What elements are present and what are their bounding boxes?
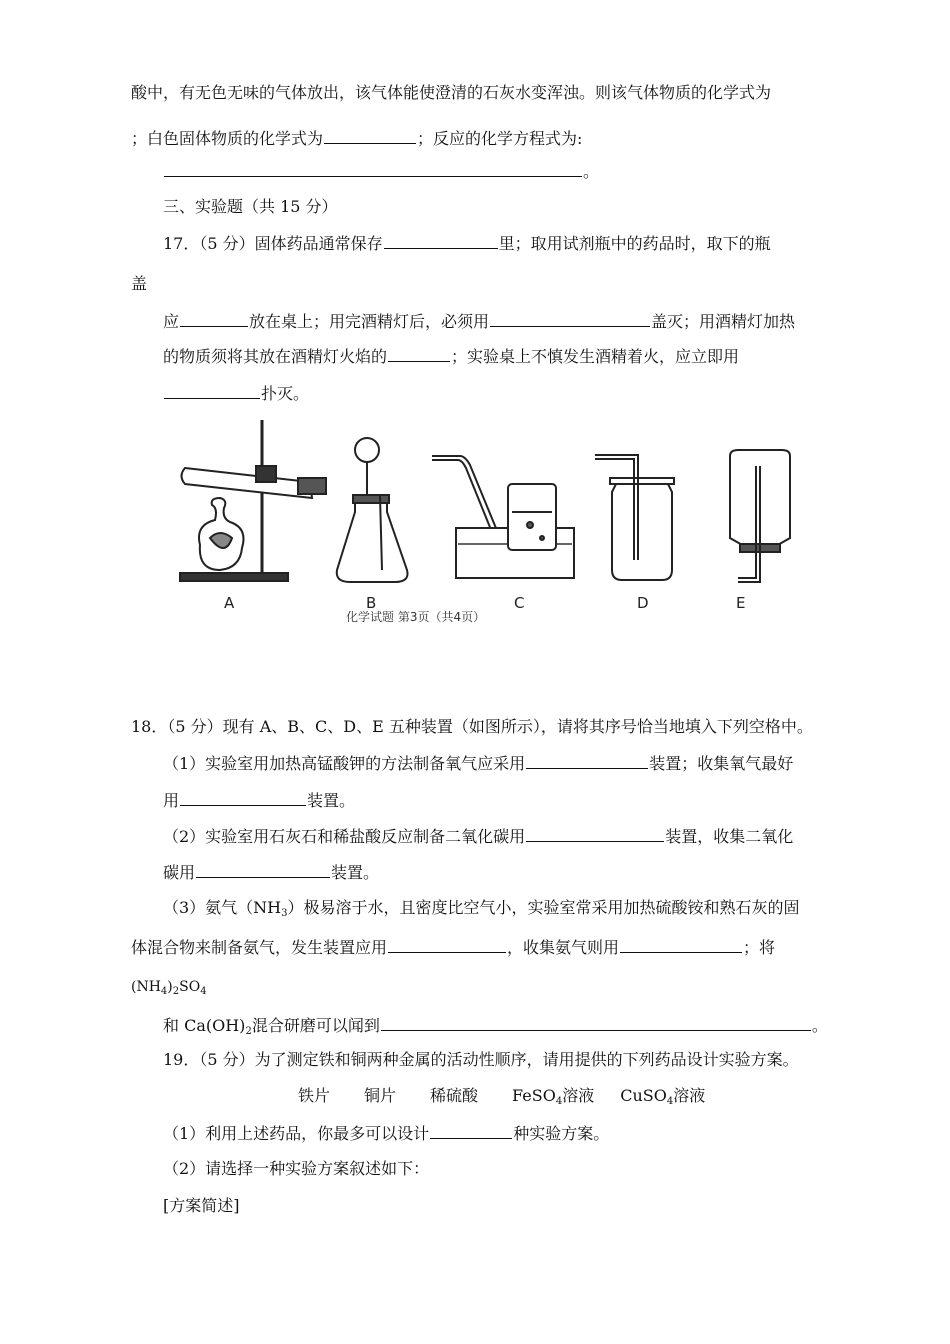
answer-blank[interactable] xyxy=(430,1122,512,1139)
apparatus-figure xyxy=(170,420,810,625)
label-d: D xyxy=(637,594,649,612)
label-e: E xyxy=(736,594,746,612)
answer-blank[interactable] xyxy=(180,789,306,806)
text-line: 。 xyxy=(163,160,599,183)
answer-blank[interactable] xyxy=(381,1014,811,1031)
answer-blank[interactable] xyxy=(526,752,648,769)
answer-blank[interactable] xyxy=(384,232,498,249)
text-line: ；白色固体物质的化学式为 ；反应的化学方程式为: xyxy=(131,129,583,148)
section-title: 三、实验题（共 15 分） xyxy=(163,197,338,216)
answer-blank[interactable] xyxy=(526,825,664,842)
answer-blank[interactable] xyxy=(490,310,650,327)
answer-blank[interactable] xyxy=(164,382,260,399)
answer-blank[interactable] xyxy=(620,936,742,953)
text-line: 应 放在桌上；用完酒精灯后，必须用 盖灭；用酒精灯加热 xyxy=(163,312,796,331)
reagent-list: 铁片 铜片 稀硫酸 FeSO$_4$溶液 CuSO$_4$溶液 xyxy=(298,1086,706,1107)
text-line: 盖 xyxy=(131,274,148,293)
text-line: 体混合物来制备氨气，发生装置应用 ，收集氨气则用 ；将 xyxy=(131,938,776,957)
text-line: （2）请选择一种实验方案叙述如下： xyxy=(163,1159,430,1178)
text-line: 酸中，有无色无味的气体放出，该气体能使澄清的石灰水变浑浊。则该气体物质的化学式为 xyxy=(131,83,772,102)
label-b: B xyxy=(366,594,377,612)
apparatus-a xyxy=(180,420,326,581)
text-line: [方案简述] xyxy=(163,1196,240,1215)
apparatus-b xyxy=(337,438,408,582)
question-18: 18．（5 分）现有 A、B、C、D、E 五种装置（如图所示），请将其序号恰当地填入下列空格中。 xyxy=(131,717,813,736)
text-line: 和 $Ca(OH)_2$混合研磨可以闻到 。 xyxy=(163,1016,828,1037)
answer-blank[interactable] xyxy=(180,310,248,327)
page-footer-text: 化学试题 第3页（共4页） xyxy=(346,610,486,624)
answer-blank[interactable] xyxy=(388,345,450,362)
text-line: $(NH_4)_2SO_4$ xyxy=(131,979,207,997)
apparatus-c xyxy=(432,456,574,578)
text-line: （1）实验室用加热高锰酸钾的方法制备氧气应采用 装置；收集氧气最好 xyxy=(163,754,794,773)
apparatus-d xyxy=(595,455,674,580)
text-line: （3）氨气$(NH_3)$极易溶于水，且密度比空气小，实验室常采用加热硫酸铵和熟石灰的固 xyxy=(163,898,800,919)
answer-blank[interactable] xyxy=(388,936,506,953)
label-c: C xyxy=(514,594,525,612)
question-17: 17．（5 分）固体药品通常保存 里；取用试剂瓶中的药品时，取下的瓶 xyxy=(163,234,771,253)
text-line: 扑灭。 xyxy=(163,382,309,405)
text-line: （1）利用上述药品，你最多可以设计 种实验方案。 xyxy=(163,1124,610,1143)
answer-blank[interactable] xyxy=(324,127,416,144)
text-line: 用 装置。 xyxy=(163,791,356,810)
text-line: 碳用 装置。 xyxy=(163,863,380,882)
apparatus-e xyxy=(730,450,790,582)
label-a: A xyxy=(224,594,235,612)
text-line: （2）实验室用石灰石和稀盐酸反应制备二氧化碳用 装置，收集二氧化 xyxy=(163,827,794,846)
question-19: 19．（5 分）为了测定铁和铜两种金属的活动性顺序，请用提供的下列药品设计实验方案。 xyxy=(163,1050,799,1069)
answer-blank[interactable] xyxy=(196,861,330,878)
answer-blank[interactable] xyxy=(164,160,582,177)
text-line: 的物质须将其放在酒精灯火焰的 ；实验桌上不慎发生酒精着火，应立即用 xyxy=(163,347,740,366)
